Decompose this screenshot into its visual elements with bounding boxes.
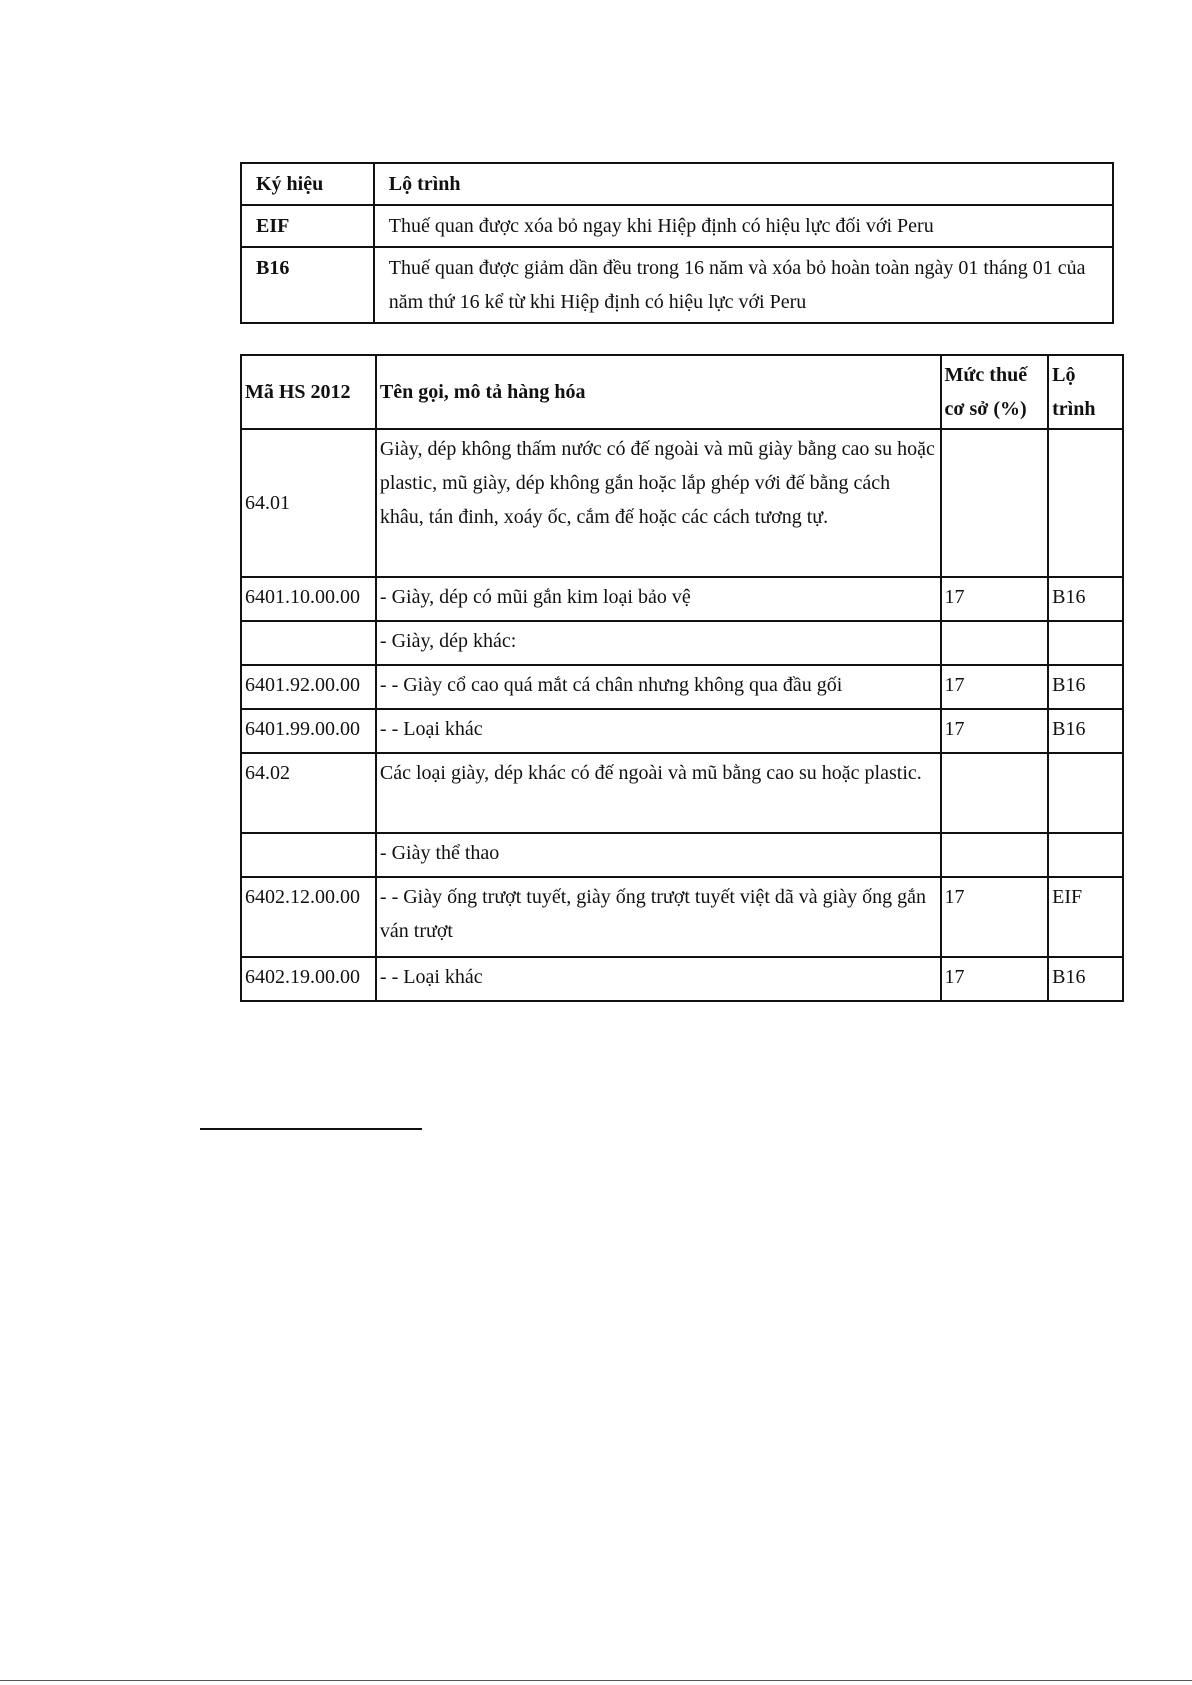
table-row	[241, 957, 1123, 1001]
schedule	[1048, 429, 1123, 577]
item-description: - Giày, dép khác:	[376, 621, 941, 665]
base-rate	[941, 833, 1049, 877]
legend-code: B16	[241, 247, 374, 323]
legend-row	[241, 247, 1113, 323]
table-row	[241, 621, 1123, 665]
legend-header-schedule: Lộ trình	[374, 163, 1113, 205]
base-rate	[941, 429, 1049, 577]
base-rate: 17	[941, 957, 1049, 1001]
header-description: Tên gọi, mô tả hàng hóa	[376, 355, 941, 429]
base-rate: 17	[941, 577, 1049, 621]
footnote-divider	[200, 1128, 422, 1130]
table-row	[241, 753, 1123, 833]
hs-code: 6401.92.00.00	[241, 665, 376, 709]
hs-code: 64.01	[241, 429, 376, 577]
hs-code: 6401.99.00.00	[241, 709, 376, 753]
schedule: EIF	[1048, 877, 1123, 957]
base-rate: 17	[941, 877, 1049, 957]
legend-desc: Thuế quan được giảm dần đều trong 16 năm và xóa bỏ hoàn toàn ngày 01 tháng 01 của năm thứ 16 kể từ khi Hiệp định có hiệu lực với Peru	[374, 247, 1113, 323]
item-description: - - Giày ống trượt tuyết, giày ống trượt tuyết việt dã và giày ống gắn ván trượt	[376, 877, 941, 957]
hs-code	[241, 621, 376, 665]
hs-code: 6402.12.00.00	[241, 877, 376, 957]
header-hs-code: Mã HS 2012	[241, 355, 376, 429]
base-rate	[941, 753, 1049, 833]
hs-code: 64.02	[241, 753, 376, 833]
table-row	[241, 429, 1123, 577]
schedule: B16	[1048, 577, 1123, 621]
hs-code: 6402.19.00.00	[241, 957, 376, 1001]
item-description: - - Giày cổ cao quá mắt cá chân nhưng không qua đầu gối	[376, 665, 941, 709]
legend-desc: Thuế quan được xóa bỏ ngay khi Hiệp định có hiệu lực đối với Peru	[374, 205, 1113, 247]
legend-code: EIF	[241, 205, 374, 247]
legend-header-code: Ký hiệu	[241, 163, 374, 205]
hs-code: 6401.10.00.00	[241, 577, 376, 621]
table-row	[241, 577, 1123, 621]
item-description: Giày, dép không thấm nước có đế ngoài và mũ giày bằng cao su hoặc plastic, mũ giày, dép không gắn hoặc lắp ghép với đế bằng cách khâu, tán đinh, xoáy ốc, cắm đế hoặc các cách tương tự.	[376, 429, 941, 577]
header-schedule: Lộ trình	[1048, 355, 1123, 429]
schedule	[1048, 621, 1123, 665]
base-rate: 17	[941, 709, 1049, 753]
legend-header-row	[241, 163, 1113, 205]
hs-code	[241, 833, 376, 877]
legend-table	[240, 162, 1114, 324]
item-description: - Giày thể thao	[376, 833, 941, 877]
item-description: - Giày, dép có mũi gắn kim loại bảo vệ	[376, 577, 941, 621]
table-row	[241, 665, 1123, 709]
base-rate: 17	[941, 665, 1049, 709]
schedule: B16	[1048, 709, 1123, 753]
legend-row	[241, 205, 1113, 247]
table-row	[241, 877, 1123, 957]
item-description: Các loại giày, dép khác có đế ngoài và mũ bằng cao su hoặc plastic.	[376, 753, 941, 833]
page-bottom-rule	[0, 1680, 1192, 1681]
schedule	[1048, 833, 1123, 877]
item-description: - - Loại khác	[376, 709, 941, 753]
schedule	[1048, 753, 1123, 833]
table-row	[241, 833, 1123, 877]
tariff-header-row	[241, 355, 1123, 429]
item-description: - - Loại khác	[376, 957, 941, 1001]
table-row	[241, 709, 1123, 753]
schedule: B16	[1048, 957, 1123, 1001]
schedule: B16	[1048, 665, 1123, 709]
base-rate	[941, 621, 1049, 665]
tariff-table	[240, 354, 1124, 1002]
header-base-rate: Mức thuế cơ sở (%)	[941, 355, 1049, 429]
